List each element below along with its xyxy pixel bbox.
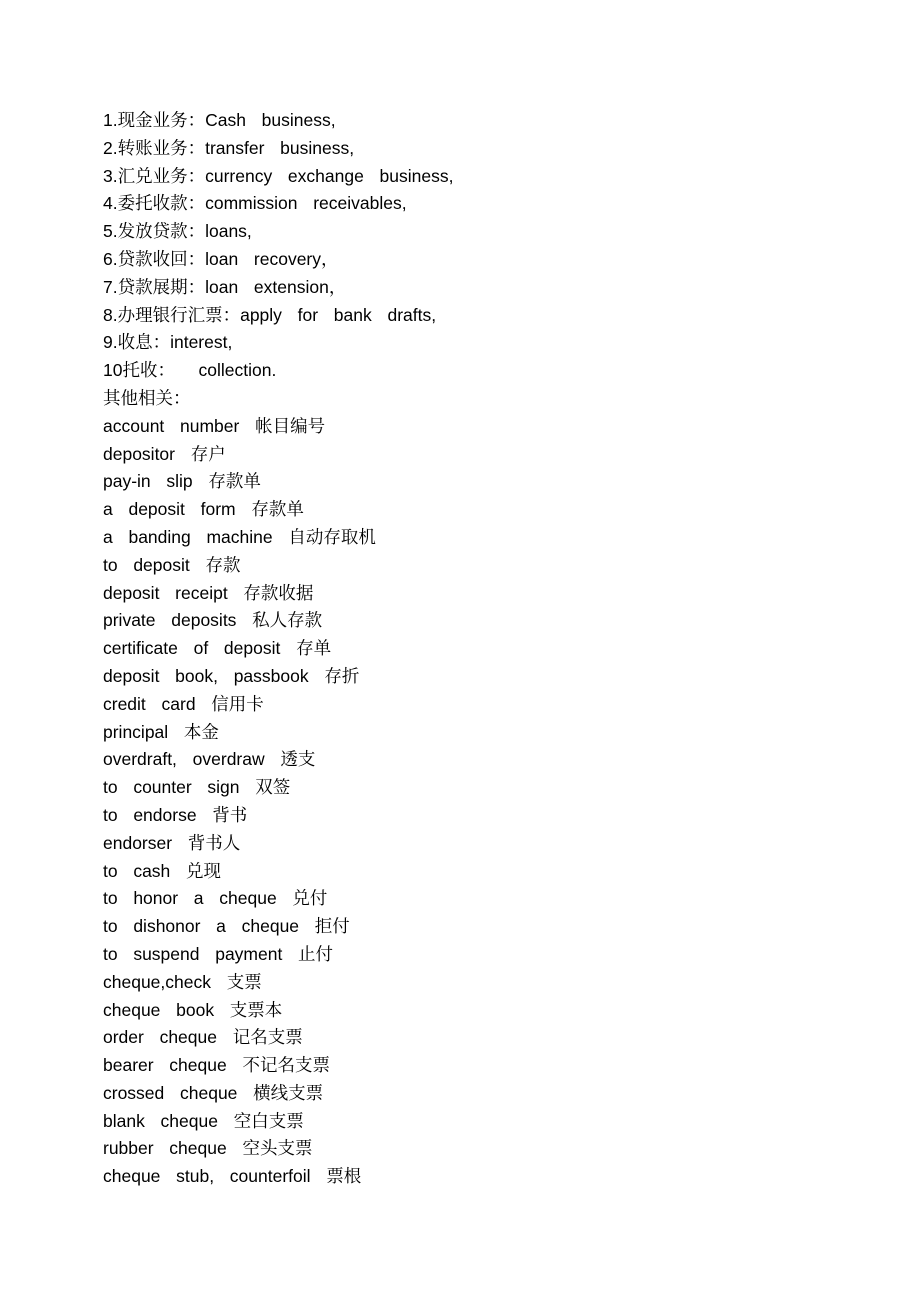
business-item-currency-exchange: 3.汇兑业务：currency exchange business, bbox=[103, 165, 454, 186]
glossary-item: rubber cheque 空头支票 bbox=[103, 1138, 313, 1159]
business-item-collection: 10托收： collection. bbox=[103, 360, 277, 381]
glossary-item: bearer cheque 不记名支票 bbox=[103, 1055, 330, 1076]
business-item-bank-drafts: 8.办理银行汇票：apply for bank drafts, bbox=[103, 304, 437, 325]
glossary-item: to cash 兑现 bbox=[103, 860, 222, 881]
glossary-item: to counter sign 双签 bbox=[103, 777, 291, 798]
glossary-item: credit card 信用卡 bbox=[103, 693, 264, 714]
section-heading: 其他相关： bbox=[103, 387, 191, 408]
glossary-item: a banding machine 自动存取机 bbox=[103, 526, 376, 547]
glossary-item: a deposit form 存款单 bbox=[103, 499, 304, 520]
glossary-item: account number 帐目编号 bbox=[103, 415, 326, 436]
glossary-item: principal 本金 bbox=[103, 721, 219, 742]
glossary-item: cheque book 支票本 bbox=[103, 999, 283, 1020]
glossary-item: depositor 存户 bbox=[103, 443, 226, 464]
glossary-item: cheque stub, counterfoil 票根 bbox=[103, 1166, 362, 1187]
glossary-item: overdraft, overdraw 透支 bbox=[103, 749, 316, 770]
glossary-item: to endorse 背书 bbox=[103, 804, 248, 825]
glossary-item: to deposit 存款 bbox=[103, 554, 241, 575]
business-item-transfer: 2.转账业务：transfer business, bbox=[103, 137, 355, 158]
glossary-list bbox=[103, 413, 883, 1191]
business-item-cash: 1.现金业务：Cash business, bbox=[103, 110, 336, 130]
glossary-item: to honor a cheque 兑付 bbox=[103, 888, 328, 909]
business-item-commission: 4.委托收款：commission receivables, bbox=[103, 193, 407, 214]
business-item-loans: 5.发放贷款：loans, bbox=[103, 221, 252, 242]
glossary-item: pay-in slip 存款单 bbox=[103, 471, 261, 492]
glossary-item: certificate of deposit 存单 bbox=[103, 638, 332, 659]
glossary-item: endorser 背书人 bbox=[103, 832, 241, 853]
document-body bbox=[103, 107, 883, 1191]
glossary-item: crossed cheque 横线支票 bbox=[103, 1082, 324, 1103]
glossary-item: order cheque 记名支票 bbox=[103, 1027, 303, 1048]
business-item-interest: 9.收息：interest, bbox=[103, 332, 233, 353]
glossary-item: to suspend payment 止付 bbox=[103, 943, 334, 964]
business-list bbox=[103, 107, 883, 385]
business-item-loan-recovery: 6.贷款收回：loan recovery， bbox=[103, 248, 339, 269]
business-item-loan-extension: 7.贷款展期：loan extension， bbox=[103, 276, 347, 297]
glossary-item: blank cheque 空白支票 bbox=[103, 1110, 304, 1131]
glossary-item: cheque,check 支票 bbox=[103, 971, 262, 992]
glossary-item: deposit receipt 存款收据 bbox=[103, 582, 314, 603]
glossary-item: to dishonor a cheque 拒付 bbox=[103, 916, 350, 937]
glossary-item: private deposits 私人存款 bbox=[103, 610, 323, 631]
glossary-item: deposit book, passbook 存折 bbox=[103, 665, 360, 686]
